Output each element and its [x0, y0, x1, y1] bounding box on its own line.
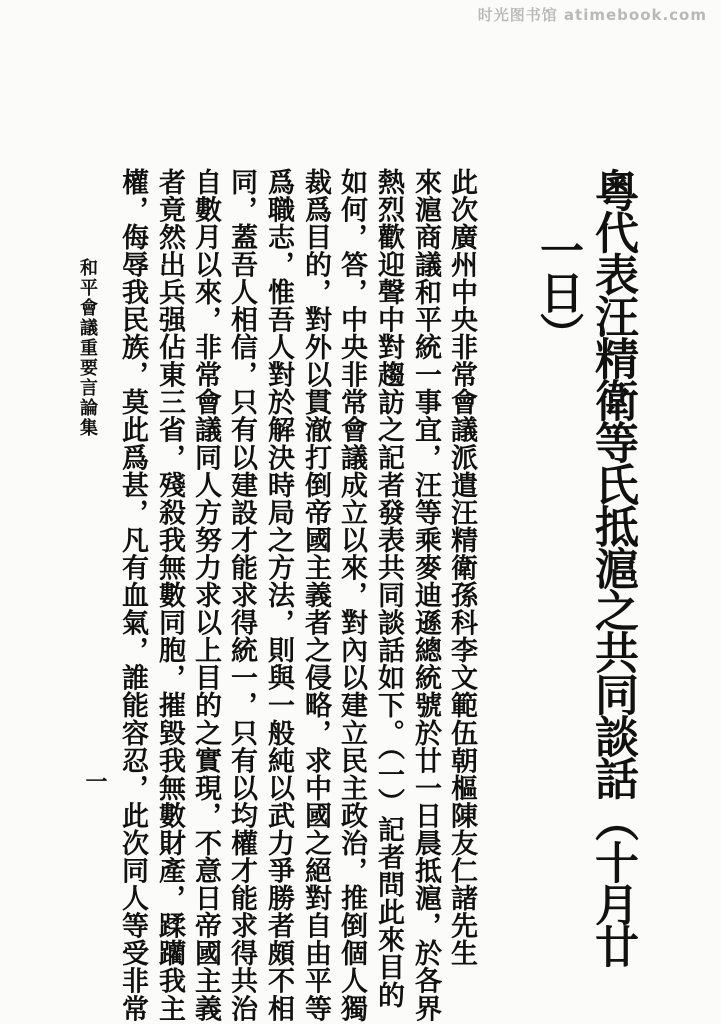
body-column-3: 熱烈歡迎聲中對趨訪之記者發表共同談話如下。（一）記者問此來目的: [373, 168, 404, 1009]
body-column-5: 裁爲目的，對外以貫澈打倒帝國主義者之侵略，求中國之絕對自由平等: [300, 168, 331, 1023]
title-line-2: 一日）: [532, 228, 583, 354]
running-head: 和平會議重要言論集: [77, 258, 98, 438]
body-column-6: 爲職志，惟吾人對於解決時局之方法，則與一般純以武力爭勝者頗不相: [263, 168, 294, 1023]
body-column-9: 者竟然出兵强佔東三省，殘殺我無數同胞，摧毀我無數財產，蹂躪我主: [154, 168, 185, 1023]
body-column-8: 自數月以來，非常會議同人方努力求以上目的之實現，不意日帝國主義: [190, 168, 221, 1023]
title-line-1: 粵代表汪精衛等氏抵滬之共同談話（十月廿: [587, 168, 638, 966]
watermark: 时光图书馆 atimebook.com: [477, 6, 707, 24]
body-column-7: 同，蓋吾人相信，只有以建設才能求得統一，只有以均權才能求得共治: [226, 168, 257, 1023]
body-column-4: 如何，答，中央非常會議成立以來，對內以建立民主政治，推倒個人獨: [336, 168, 367, 1023]
body-column-10: 權，侮辱我民族，莫此爲甚，凡有血氣，誰能容忍，此次同人等受非常: [117, 168, 148, 1023]
body-column-1: 此次廣州中央非常會議派遣汪精衛孫科李文範伍朝樞陳友仁諸先生: [446, 168, 477, 967]
body-column-2: 來滬商議和平統一事宜，汪等乘麥迪遜總統號於廿一日晨抵滬，於各界: [410, 168, 441, 1023]
page-number: 一: [82, 770, 108, 792]
